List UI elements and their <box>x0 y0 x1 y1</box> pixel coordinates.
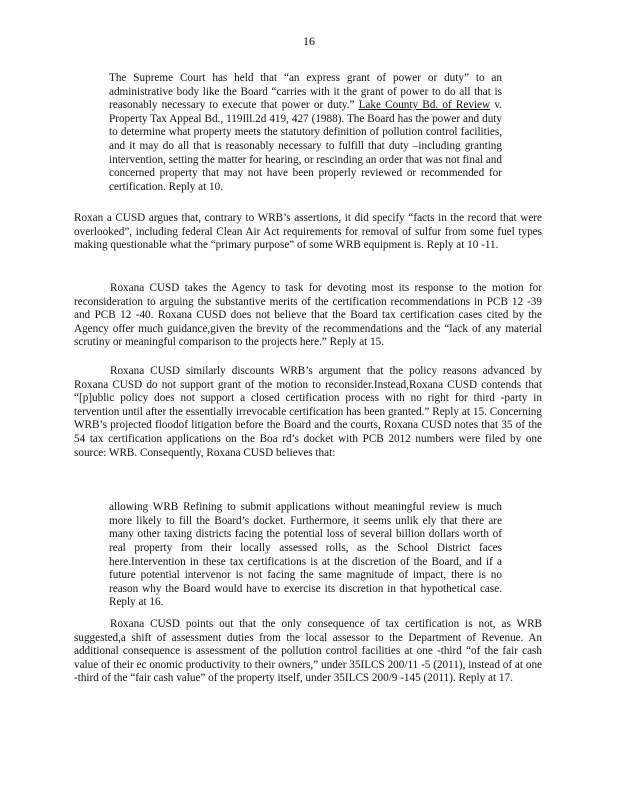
paragraph-policy-reasons <box>74 365 542 460</box>
paragraph-consequence <box>74 618 542 686</box>
quote2-text: allowing WRB Refining to submit applications without meaningful review is much more likely to fill the Board’s docket. Furthermore, it seems unlik ely that there are many other taxing districts facing the potential loss of several billion dollars worth of real property from their locally assessed rolls, as the School District faces here.Intervention in these tax certifications is at the discretion of the Board, and if a future potential intervenor is not facing the same magnitude of impact, there is no reason why the Board would have to exercise its discretion in that hypothetical case. Reply at 16. <box>109 501 502 609</box>
quote1-citation: Lake County Bd. of Review <box>358 99 491 112</box>
block-quote-supreme-court <box>109 72 502 194</box>
paragraph-overlooked-facts <box>74 212 542 253</box>
paragraph4-text: Roxana CUSD points out that the only consequence of tax certification is not, as WRB suggested,a shift of assessment duties from the local assessor to the Department of Revenue. An additional consequence is assessment of the pollution control facilities at one -third “of the fair cash value of their ec onomic productivity to their owners,” under 35ILCS 200/11 -5 (2011), instead of at one -third of the “fair cash value” of the property itself, under 35ILCS 200/9 -145 (2011). Reply at 17. <box>74 618 542 685</box>
paragraph1-text: Roxan a CUSD argues that, contrary to WRB’s assertions, it did specify “facts in the record that were overlooked”, including federal Clean Air Act requirements for removal of sulfur from some fuel types making questionable what the “primary purpose” of some WRB equipment is. Reply at 10 -11. <box>74 212 542 252</box>
page-number: 16 <box>303 34 315 48</box>
quote1-rest: v. Property Tax Appeal Bd., 119Ill.2d 419, 427 (1988). The Board has the power and duty to determine what property meets the statutory definition of pollution control facilities, and it may do all that is reasonably necessary to fulfill that duty –including granting intervention, setting the matter for hearing, or rescinding an order that was not final and concerned property that may not have been properly reviewed or recommended for certification. Reply at 10. <box>109 99 502 193</box>
paragraph-agency-response <box>74 282 542 350</box>
paragraph2-text: Roxana CUSD takes the Agency to task for devoting most its response to the motion for reconsideration to arguing the substantive merits of the certification recommendations in PCB 12 -39 and PCB 12 -40. Roxana CUSD does not believe that the Board tax certification cases cited by the Agency offer much guidance,given the brevity of the recommendations and the “lack of any material scrutiny or meaningful comparison to the projects here.” Reply at 15. <box>74 282 542 349</box>
block-quote-docket <box>109 490 502 621</box>
paragraph3-text: Roxana CUSD similarly discounts WRB’s argument that the policy reasons advanced by Roxana CUSD do not support grant of the motion to reconsider.Instead,Roxana CUSD contends that “[p]ublic policy does not support a closed certification process with no right for third -party in tervention until after the essentially irrevocable certification has been granted.” Reply at 15. Concerning WRB’s projected floodof litigation before the Board and the courts, Roxana CUSD notes that 35 of the 54 tax certification applications on the Boa rd’s docket with PCB 2012 numbers were filed by one source: WRB. Consequently, Roxana CUSD believes that: <box>74 365 542 459</box>
quote1-text: The Supreme Court has held that “an express grant of power or duty” to an administrative body like the Board “carries with it the grant of power to do all that is reasonably necessary to execute that power or duty.” <box>109 72 502 112</box>
